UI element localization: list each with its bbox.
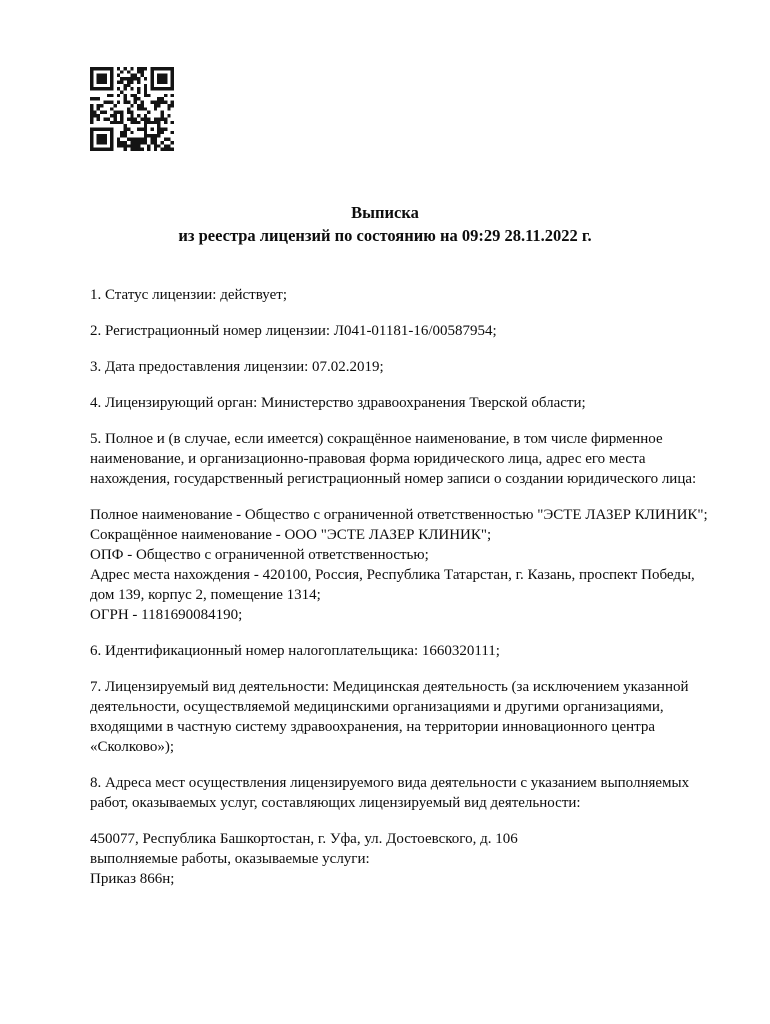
qr-code-icon: [90, 67, 174, 151]
text-line: 4. Лицензирующий орган: Министерство здравоохранения Тверской области;: [90, 395, 586, 411]
text-line: работ, оказываемых услуг, составляющих лицензируемый вид деятельности:: [90, 795, 581, 811]
text-line: 8. Адреса мест осуществления лицензируемого вида деятельности с указанием выполняемых: [90, 775, 690, 791]
text-line: Полное наименование - Общество с ограниченной ответственностью "ЭСТЕ ЛАЗЕР КЛИНИК";: [90, 507, 708, 523]
paragraph-block: [90, 393, 740, 413]
text-line: деятельности, осуществляемой медицинскими организациями и другими организациями,: [90, 699, 664, 715]
text-line: 2. Регистрационный номер лицензии: Л041-01181-16/00587954;: [90, 323, 497, 339]
paragraph-block: [90, 285, 740, 305]
text-line: Приказ 866н;: [90, 871, 175, 887]
text-line: ОПФ - Общество с ограниченной ответственностью;: [90, 547, 429, 563]
paragraph-block: [90, 773, 740, 813]
text-line: 450077, Республика Башкортостан, г. Уфа, ул. Достоевского, д. 106: [90, 831, 518, 847]
paragraph-block: [90, 641, 740, 661]
text-line: 6. Идентификационный номер налогоплательщика: 1660320111;: [90, 643, 500, 659]
text-line: выполняемые работы, оказываемые услуги:: [90, 851, 370, 867]
paragraph-block: [90, 357, 740, 377]
text-line: ОГРН - 1181690084190;: [90, 607, 243, 623]
document-body: [90, 285, 740, 905]
text-line: Сокращённое наименование - ООО "ЭСТЕ ЛАЗЕР КЛИНИК";: [90, 527, 492, 543]
text-line: входящими в частную систему здравоохранения, на территории инновационного центра: [90, 719, 656, 735]
text-line: 5. Полное и (в случае, если имеется) сокращённое наименование, в том числе фирменное: [90, 431, 663, 447]
paragraph-block: [90, 321, 740, 341]
text-line: «Сколково»);: [90, 739, 174, 755]
text-line: наименование, и организационно-правовая форма юридического лица, адрес его места: [90, 451, 646, 467]
text-line: 7. Лицензируемый вид деятельности: Медицинская деятельность (за исключением указанной: [90, 679, 689, 695]
document-title: [0, 201, 770, 247]
text-line: нахождения, государственный регистрационный номер записи о создании юридического лица:: [90, 471, 697, 487]
paragraph-block: [90, 677, 740, 757]
paragraph-block: [90, 505, 740, 625]
text-line: дом 139, корпус 2, помещение 1314;: [90, 587, 321, 603]
text-line: 1. Статус лицензии: действует;: [90, 287, 287, 303]
paragraph-block: [90, 429, 740, 489]
text-line: Адрес места нахождения - 420100, Россия, Республика Татарстан, г. Казань, проспект Победы,: [90, 567, 695, 583]
paragraph-block: [90, 829, 740, 889]
text-line: 3. Дата предоставления лицензии: 07.02.2019;: [90, 359, 384, 375]
title-line-1: Выписка: [351, 203, 419, 222]
title-line-2: из реестра лицензий по состоянию на 09:29 28.11.2022 г.: [178, 226, 592, 245]
